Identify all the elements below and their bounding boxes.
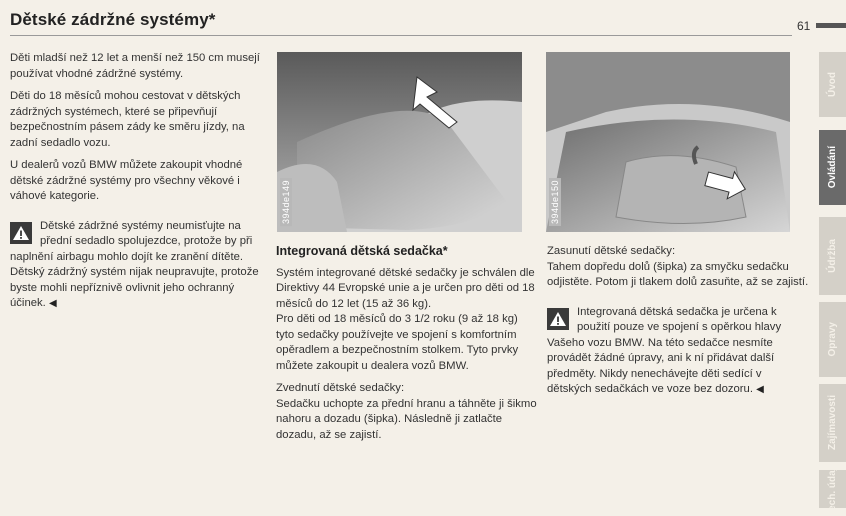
title-rule	[10, 35, 792, 36]
warning-text: Dětský zádržný systém nijak neupravujte, protože byste mohli nepříznivě ovlivnit jeho ochranný účinek.	[10, 266, 259, 309]
paragraph	[547, 244, 809, 291]
paragraph-text: Sedačku uchopte za přední hranu a táhněte ji šikmo nahoru a dozadu (šipka). Následně ji zatlačte dozadu, až se zajistí.	[276, 397, 537, 441]
chapter-tab[interactable]: Zajímavosti	[819, 384, 846, 462]
subheading: Zvednutí dětské sedačky:	[276, 382, 405, 394]
warning-text: Integrovaná dětská sedačka je určena k použití pouze ve spojení s opěrkou hlavy Vašeho vozu BMW. Na této sedačce nesmíte provádět žádné úpravy, ani k ní přidávat další předměty. Nikdy nenechávejte děti sedící v dětských sedačkách ve voze bez dozoru.	[547, 305, 782, 395]
page-number-bar	[816, 23, 846, 28]
warning-icon	[10, 222, 32, 244]
paragraph: U dealerů vozů BMW můžete zakoupit vhodné dětské zádržné systémy pro všechny věkové i váhové kategorie.	[10, 159, 243, 202]
paragraph-text: Systém integrované dětské sedačky je schválen dle Direktivy 44 Evropské unie a je určen pro děti od 18 měsíců do 12 let (15 až 36 kg).	[276, 266, 535, 310]
chapter-tab-active[interactable]: Ovládání	[819, 130, 846, 205]
warning-text: Dětské zádržné systémy neumisťujte na přední sedadlo spolujezdce, protože by při naplnění airbagu mohlo dojít ke zranění dítěte.	[10, 219, 253, 263]
page-title: Dětské zádržné systémy*	[10, 10, 216, 29]
subheading: Zasunutí dětské sedačky:	[547, 245, 676, 257]
chapter-tab[interactable]: Údržba	[819, 217, 846, 295]
paragraph: Pro děti od 18 měsíců do 3 1/2 roku (9 až 18 kg) tyto sedačky používejte ve spojení s komfortním opěradlem a bezpečnostním stolkem. Tyto prvky můžete zakoupit u dealera vozů BMW.	[276, 313, 519, 372]
chapter-tab[interactable]: Tech. údaje	[819, 470, 846, 508]
end-mark-icon: ◀	[756, 384, 764, 395]
warning-block	[547, 305, 809, 398]
chapter-tabs	[819, 52, 846, 516]
chapter-tab[interactable]: Opravy	[819, 302, 846, 377]
warning-icon	[547, 308, 569, 330]
column-middle	[276, 244, 538, 450]
section-heading: Integrovaná dětská sedačka*	[276, 244, 448, 258]
photo-seat-raise	[277, 52, 522, 232]
photo-code: 394de150	[550, 179, 560, 224]
warning-block	[10, 219, 260, 312]
paragraph-text: Tahem dopředu dolů (šipka) za smyčku sedačku odjistěte. Potom ji tlakem dolů zasuňte, až se zajistí.	[547, 260, 809, 288]
paragraph	[276, 266, 538, 313]
chapter-tab[interactable]: Úvod	[819, 52, 846, 117]
photo-code: 394de149	[281, 179, 291, 224]
photo-seat-lower	[546, 52, 790, 232]
page-number: 61	[797, 19, 811, 33]
paragraph	[276, 381, 538, 443]
paragraph: Děti mladší než 12 let a menší než 150 cm musejí používat vhodné zádržné systémy.	[10, 52, 260, 80]
paragraph: Děti do 18 měsíců mohou cestovat v dětských zádržných systémech, které se připevňují bezpečnostním pásem zády ke směru jízdy, na zadní sedadlo vozu.	[10, 90, 245, 149]
column-right	[547, 244, 809, 398]
column-left	[10, 51, 260, 312]
end-mark-icon: ◀	[48, 298, 57, 309]
